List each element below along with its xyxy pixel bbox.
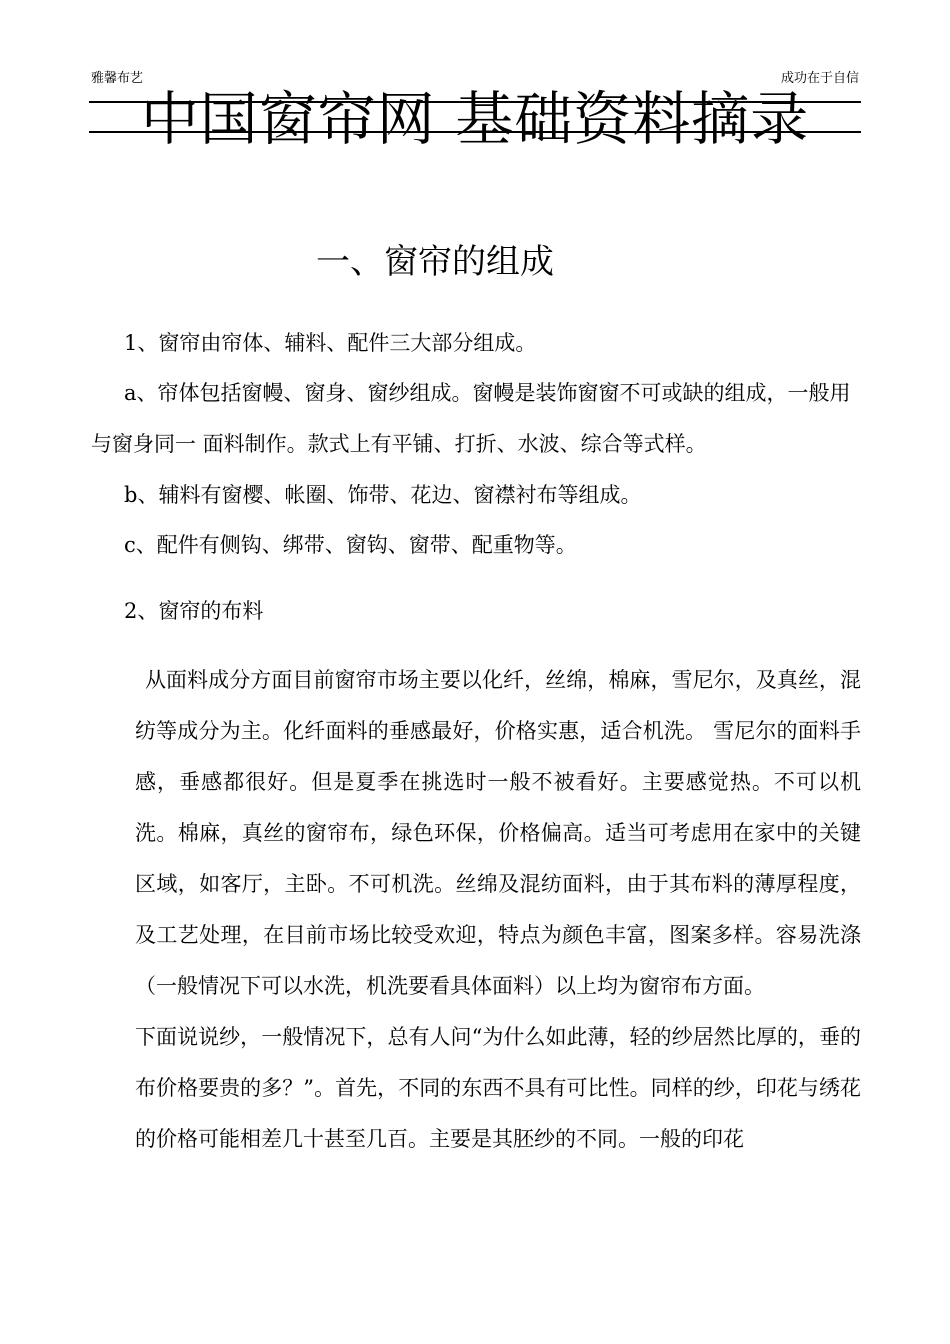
item-c-text: c、配件有侧钩、绑带、窗钩、窗带、配重物等。: [124, 533, 577, 557]
item-b-text: b、辅料有窗樱、帐圈、饰带、花边、窗襟衬布等组成。: [124, 483, 642, 507]
item-1-text: 1、窗帘由帘体、辅料、配件三大部分组成。: [124, 331, 537, 355]
item-2-text: 2、窗帘的布料: [124, 599, 264, 623]
header-left-text: 雅馨布艺: [91, 71, 144, 86]
section-heading: 一、窗帘的组成: [316, 242, 554, 282]
gauze-paragraph: 下面说说纱，一般情况下，总有人问“为什么如此薄，轻的纱居然比厚的，垂的布价格要贵的多？”。首先，不同的东西不具有可比性。同样的纱，印花与绣花的价格可能相差几十甚至几百。主要是其胚纱的不同。一般的印花: [135, 1025, 861, 1151]
header-right-text: 成功在于自信: [780, 71, 859, 86]
body-text-block: [135, 655, 861, 1165]
item-a-text: a、帘体包括窗幔、窗身、窗纱组成。窗幔是装饰窗窗不可或缺的组成，一般用 与窗身同一 面料制作。款式上有平铺、打折、水波、综合等式样。: [91, 381, 893, 456]
fabric-paragraph: 从面料成分方面目前窗帘市场主要以化纤，丝绵，棉麻，雪尼尔，及真丝，混纺等成分为主。化纤面料的垂感最好，价格实惠，适合机洗。 雪尼尔的面料手感，垂感都很好。但是夏季在挑选时一般不被看好。主要感觉热。不可以机洗。棉麻，真丝的窗帘布，绿色环保，价格偏高。适当可考虑用在家中的关键区域，如客厅，主卧。不可机洗。丝绵及混纺面料，由于其布料的薄厚程度，及工艺处理，在目前市场比较受欢迎，特点为颜色丰富，图案多样。容易洗涤（一般情况下可以水洗，机洗要看具体面料）以上均为窗帘布方面。: [135, 668, 861, 998]
document-title: 中国窗帘网 基础资料摘录: [140, 85, 810, 153]
